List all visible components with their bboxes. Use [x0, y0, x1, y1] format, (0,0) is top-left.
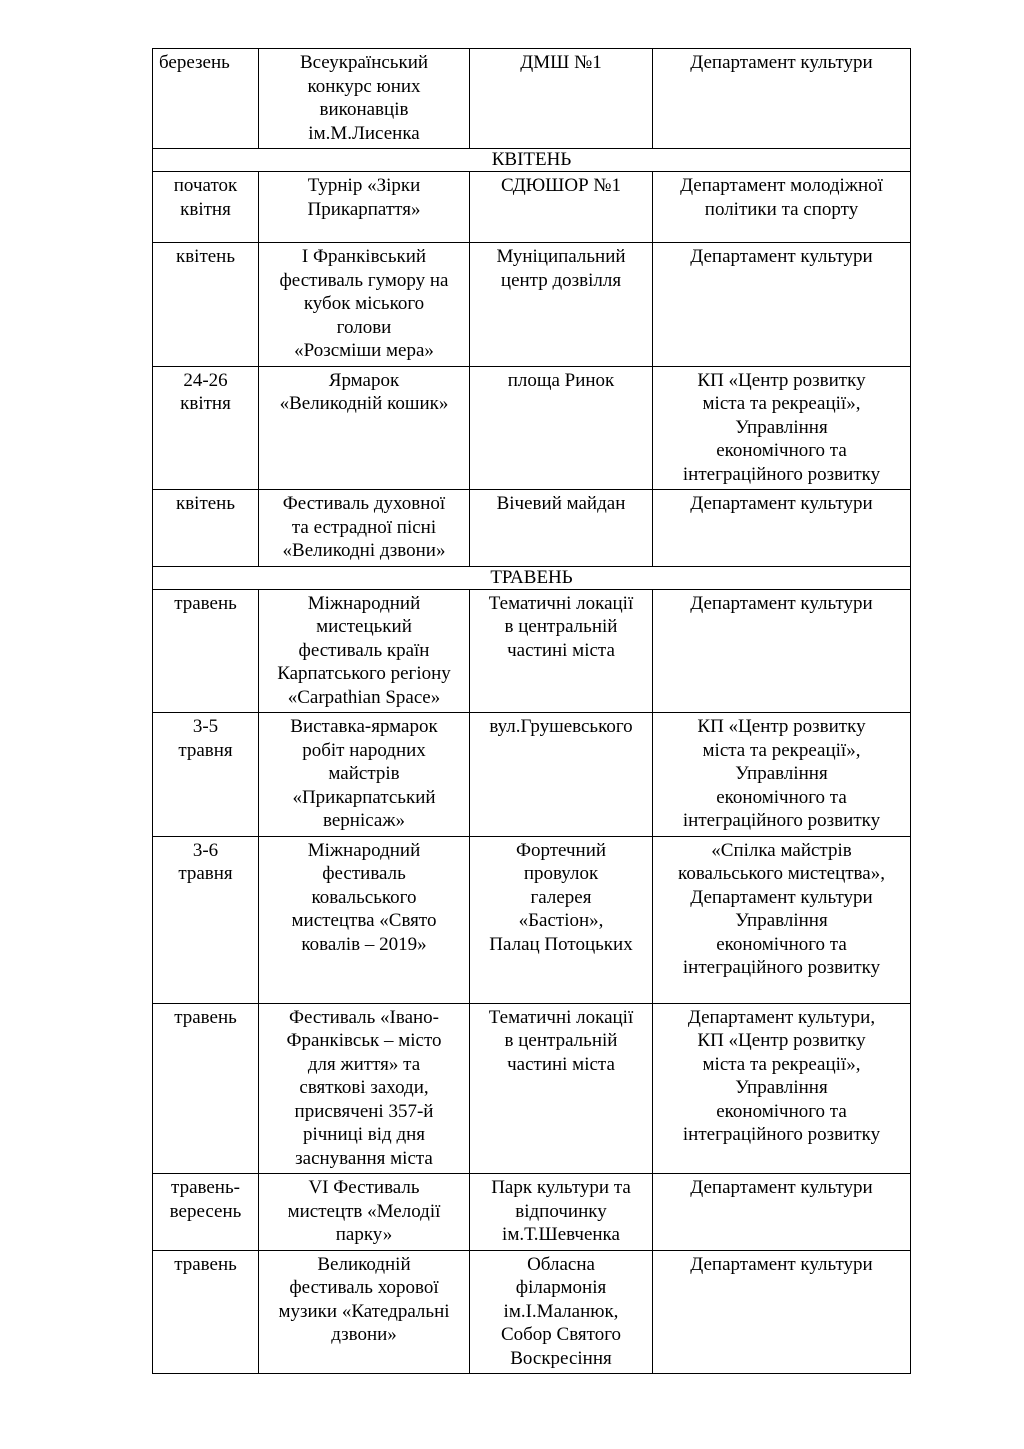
place-line: ДМШ №1: [520, 52, 602, 73]
org-line: міста та рекреації»,: [702, 1053, 861, 1075]
org-cell: [653, 49, 911, 149]
event-line: фестиваль гумору на: [279, 269, 449, 291]
org-line: Департамент культури: [690, 52, 873, 73]
date-cell: [153, 172, 259, 243]
place-cell: [470, 1003, 653, 1174]
event-cell: [259, 1003, 470, 1174]
org-cell: [653, 172, 911, 243]
event-line: Всеукраїнський: [299, 52, 429, 73]
event-line: «Великодній кошик»: [279, 393, 449, 414]
org-line: КП «Центр розвитку: [697, 716, 866, 737]
event-line: Великодній: [317, 1253, 411, 1275]
event-line: кубок міського: [303, 293, 425, 314]
event-cell: [259, 1250, 470, 1374]
place-line: Тематичні локації: [488, 1006, 634, 1028]
event-cell: [259, 713, 470, 837]
org-line: Управління: [735, 416, 828, 438]
place-line: Муніципальний: [496, 246, 626, 267]
event-line: фестиваль хорової: [289, 1277, 439, 1298]
event-line: ковальського: [311, 886, 417, 908]
org-line: ковальського мистецтва»,: [678, 863, 885, 884]
table-row: [153, 589, 911, 713]
date-cell: [153, 1250, 259, 1374]
place-cell: [470, 490, 653, 567]
event-cell: [259, 366, 470, 490]
org-line: Управління: [735, 910, 828, 931]
place-cell: [470, 713, 653, 837]
date-line: 3-6: [192, 839, 219, 861]
event-cell: [259, 490, 470, 567]
date-cell: [153, 713, 259, 837]
event-line: Фестиваль духовної: [282, 493, 446, 514]
place-line: Обласна: [527, 1253, 595, 1275]
event-line: майстрів: [328, 763, 400, 784]
event-line: Прикарпаття»: [307, 198, 421, 220]
place-cell: [470, 1174, 653, 1251]
org-line: Департамент культури: [690, 886, 873, 908]
place-line: галерея: [530, 886, 592, 908]
date-line: квітня: [180, 198, 231, 220]
org-cell: [653, 490, 911, 567]
date-cell: [153, 49, 259, 149]
event-line: ковалів – 2019»: [301, 933, 427, 955]
org-line: Департамент молодіжної: [680, 175, 883, 196]
place-cell: [470, 243, 653, 367]
event-cell: [259, 172, 470, 243]
place-line: філармонія: [515, 1277, 607, 1298]
org-line: економічного та: [716, 1100, 847, 1122]
place-line: Собор Святого: [500, 1324, 622, 1345]
org-line: економічного та: [716, 440, 847, 461]
place-line: в центральній: [504, 1030, 618, 1051]
event-line: фестиваль: [322, 863, 406, 884]
events-table-body: [153, 49, 911, 1374]
org-line: Департамент культури: [690, 1253, 873, 1275]
date-line: травень-: [171, 1177, 240, 1198]
org-cell: [653, 1174, 911, 1251]
table-row: [153, 836, 911, 1003]
place-line: вул.Грушевського: [489, 716, 633, 737]
event-line: Виставка-ярмарок: [290, 716, 438, 737]
event-line: дзвони»: [331, 1324, 397, 1345]
date-cell: [153, 836, 259, 1003]
place-line: центр дозвілля: [500, 269, 622, 291]
date-line: квітня: [180, 393, 231, 414]
date-line: травня: [178, 739, 233, 761]
table-row: [153, 490, 911, 567]
org-line: інтеграційного розвитку: [682, 957, 881, 978]
section-header-row: [153, 566, 911, 589]
table-row: [153, 713, 911, 837]
org-line: політики та спорту: [704, 198, 859, 220]
place-cell: [470, 366, 653, 490]
org-line: міста та рекреації»,: [702, 739, 861, 761]
section-title: КВІТЕНЬ: [153, 149, 911, 172]
event-line: «Прикарпатський: [292, 786, 436, 808]
place-line: Тематичні локації: [488, 592, 634, 614]
section-header-row: [153, 149, 911, 172]
place-line: відпочинку: [515, 1200, 607, 1222]
event-cell: [259, 49, 470, 149]
org-line: Управління: [735, 1077, 828, 1098]
event-line: І Франківський: [301, 246, 427, 267]
org-line: Департамент культури,: [687, 1006, 876, 1028]
place-line: Парк культури та: [491, 1177, 631, 1198]
event-line: VI Фестиваль: [308, 1177, 420, 1198]
org-line: економічного та: [716, 933, 847, 955]
org-line: економічного та: [716, 786, 847, 808]
date-line: вересень: [169, 1200, 242, 1222]
event-line: присвячені 357-й: [294, 1100, 434, 1122]
event-line: мистецький: [316, 616, 412, 637]
place-line: частині міста: [507, 1053, 615, 1075]
event-line: Міжнародний: [307, 592, 421, 614]
event-line: виконавців: [319, 99, 409, 120]
event-line: для життя» та: [307, 1053, 421, 1075]
event-cell: [259, 836, 470, 1003]
event-line: Карпатського регіону: [277, 663, 451, 684]
event-line: Ярмарок: [328, 369, 400, 391]
org-line: Департамент культури: [690, 1177, 873, 1198]
org-line: Управління: [735, 763, 828, 784]
date-line: квітень: [175, 246, 236, 267]
org-line: інтеграційного розвитку: [682, 1124, 881, 1145]
event-line: голови: [336, 316, 392, 338]
org-cell: [653, 836, 911, 1003]
place-line: СДЮШОР №1: [500, 175, 622, 196]
event-line: фестиваль країн: [298, 639, 430, 661]
date-line: травня: [178, 863, 233, 884]
date-cell: [153, 243, 259, 367]
table-row: [153, 1174, 911, 1251]
event-line: річниці від дня: [302, 1124, 426, 1145]
place-line: Фортечний: [515, 839, 607, 861]
event-line: Франківськ – місто: [286, 1030, 442, 1051]
place-line: Воскресіння: [510, 1347, 612, 1369]
place-line: частині міста: [507, 639, 615, 661]
org-line: КП «Центр розвитку: [697, 1030, 866, 1051]
org-cell: [653, 1003, 911, 1174]
event-cell: [259, 589, 470, 713]
place-cell: [470, 589, 653, 713]
date-line: 24-26: [183, 369, 228, 391]
table-row: [153, 1003, 911, 1174]
place-line: в центральній: [504, 616, 618, 637]
event-line: Міжнародний: [307, 839, 421, 861]
date-line: травень: [174, 1006, 237, 1028]
date-line: початок: [173, 175, 238, 196]
place-line: площа Ринок: [507, 369, 615, 391]
place-cell: [470, 836, 653, 1003]
org-line: інтеграційного розвитку: [682, 810, 881, 831]
event-line: мистецтва «Свято: [291, 910, 437, 931]
org-cell: [653, 366, 911, 490]
event-line: ім.М.Лисенка: [308, 122, 420, 144]
org-cell: [653, 1250, 911, 1374]
event-line: «Розсміши мера»: [294, 340, 434, 361]
place-cell: [470, 49, 653, 149]
event-line: Фестиваль «Івано-: [288, 1006, 439, 1028]
org-cell: [653, 713, 911, 837]
event-cell: [259, 243, 470, 367]
table-row: [153, 49, 911, 149]
event-line: парку»: [335, 1224, 393, 1245]
table-row: [153, 172, 911, 243]
org-cell: [653, 243, 911, 367]
org-line: міста та рекреації»,: [702, 393, 861, 414]
place-line: ім.Т.Шевченка: [502, 1224, 620, 1245]
events-table: [152, 48, 911, 1374]
place-line: Вічевий майдан: [496, 493, 626, 514]
place-line: провулок: [523, 863, 599, 884]
place-line: «Бастіон»,: [518, 910, 604, 931]
date-cell: [153, 366, 259, 490]
date-line: травень: [174, 1253, 237, 1275]
event-cell: [259, 1174, 470, 1251]
date-cell: [153, 490, 259, 567]
place-cell: [470, 172, 653, 243]
org-line: Департамент культури: [690, 592, 873, 614]
section-title: ТРАВЕНЬ: [153, 566, 911, 589]
table-row: [153, 1250, 911, 1374]
place-line: ім.І.Маланюк,: [503, 1300, 619, 1322]
event-line: «Великодні дзвони»: [282, 540, 446, 561]
org-line: «Спілка майстрів: [711, 839, 852, 861]
event-line: Турнір «Зірки: [307, 175, 421, 196]
event-line: мистецтв «Мелодії: [287, 1200, 441, 1222]
table-row: [153, 366, 911, 490]
date-cell: [153, 589, 259, 713]
org-line: інтеграційного розвитку: [682, 463, 881, 485]
event-line: та естрадної пісні: [291, 516, 437, 538]
date-cell: [153, 1174, 259, 1251]
event-line: святкові заходи,: [299, 1077, 429, 1098]
org-line: Департамент культури: [690, 493, 873, 514]
place-line: Палац Потоцьких: [489, 933, 633, 955]
date-cell: [153, 1003, 259, 1174]
table-row: [153, 243, 911, 367]
date-line: квітень: [175, 493, 236, 514]
event-line: заснування міста: [295, 1147, 433, 1169]
date-line: 3-5: [192, 716, 219, 737]
org-cell: [653, 589, 911, 713]
event-line: вернісаж»: [323, 810, 405, 831]
event-line: конкурс юних: [307, 75, 421, 97]
date-line: травень: [174, 592, 237, 614]
event-line: «Carpathian Space»: [287, 686, 441, 708]
date-line: березень: [159, 52, 230, 73]
org-line: Департамент культури: [690, 246, 873, 267]
org-line: КП «Центр розвитку: [697, 369, 866, 391]
place-cell: [470, 1250, 653, 1374]
event-line: музики «Катедральні: [278, 1300, 450, 1322]
event-line: робіт народних: [302, 739, 426, 761]
